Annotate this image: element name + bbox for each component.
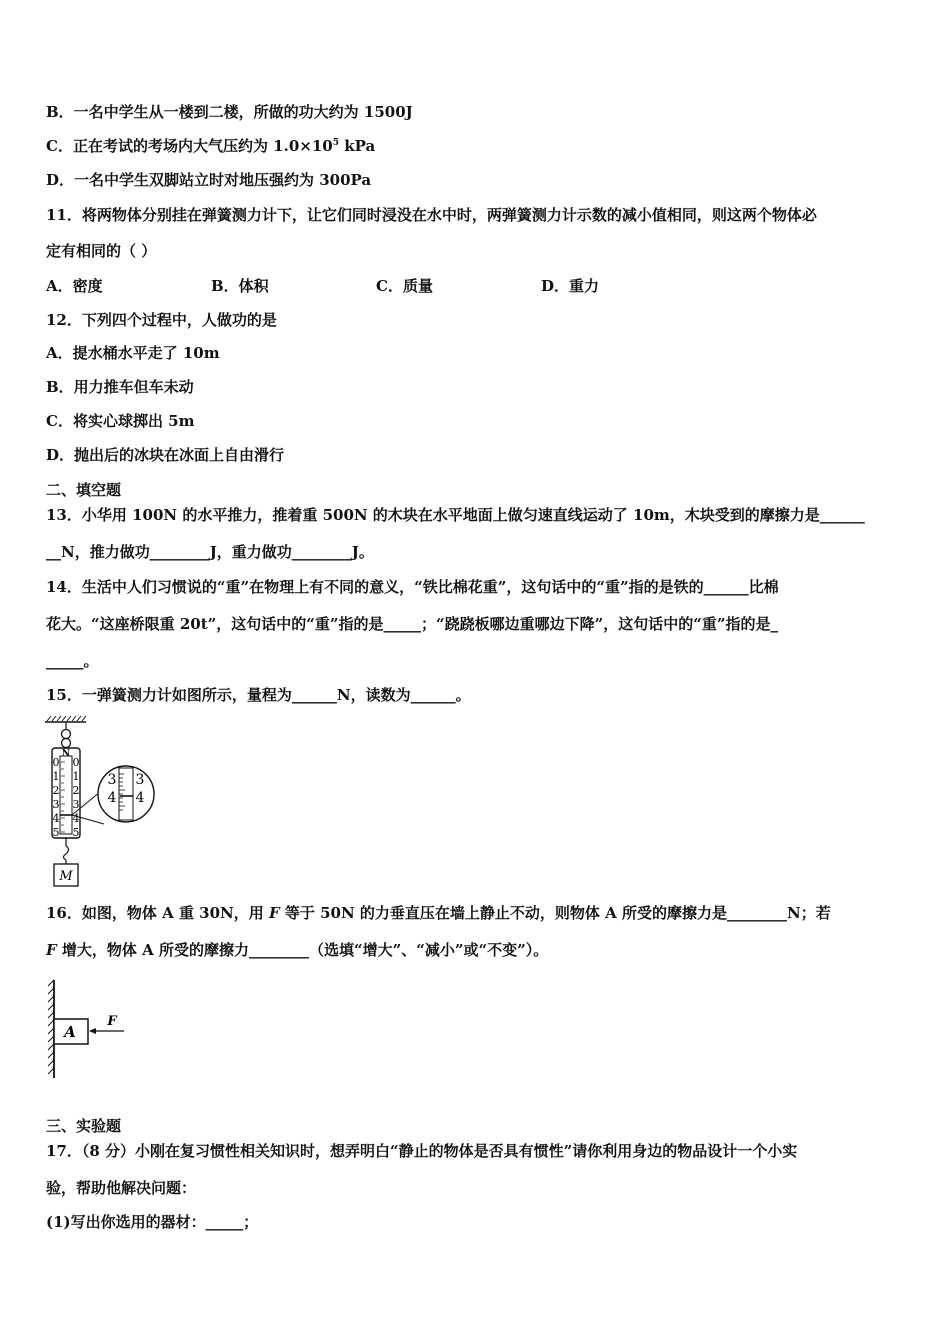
scale-left-1: 1 (52, 770, 60, 783)
q14-line3: _____。 (46, 652, 99, 670)
q11-option-c: C．质量 (376, 277, 433, 295)
scale-unit-label: N (61, 749, 71, 759)
section-fill-in-heading: 二、填空题 (46, 481, 122, 499)
q14-line2: 花大。“这座桥限重 20t”，这句话中的“重”指的是_____；“跷跷板哪边重哪边下降”，这句话中的“重”指的是_ (46, 615, 779, 633)
q14-line1: 14．生活中人们习惯说的“重”在物理上有不同的意义，“铁比棉花重”，这句话中的“重”指的是铁的______比棉 (46, 578, 779, 596)
q10-exponent: 5 (332, 138, 339, 148)
scale-left-4: 4 (52, 812, 60, 825)
zoom-right-4: 4 (135, 790, 145, 806)
q11-option-d: D．重力 (541, 277, 600, 295)
q12-option-c: C．将实心球掷出 5m (46, 412, 195, 430)
block-label: A (64, 1023, 76, 1041)
q10-option-c (46, 136, 375, 156)
force-label: F (107, 1014, 117, 1029)
q12-option-b: B．用力推车但车未动 (46, 378, 194, 396)
scale-left-5: 5 (52, 826, 60, 839)
q10-option-d: D．一名中学生双脚站立时对地压强约为 300Pa (46, 171, 372, 189)
zoom-right-3: 3 (135, 772, 145, 788)
q17-line2: 验，帮助他解决问题： (46, 1179, 197, 1197)
scale-left-2: 2 (52, 784, 60, 797)
q17-line3: (1)写出你选用的器材：_____； (46, 1213, 259, 1231)
q12-option-a: A．提水桶水平走了 10m (46, 344, 220, 362)
q12-stem: 12．下列四个过程中，人做功的是 (46, 311, 277, 329)
scale-right-4: 4 (72, 812, 80, 825)
scale-left-0: 0 (52, 756, 60, 769)
q13-line2: __N，推力做功________J，重力做功________J。 (46, 543, 374, 561)
q16-line1-rest: 等于 50N 的力垂直压在墙上静止不动，则物体 A 所受的摩擦力是________N；若 (279, 904, 831, 922)
q10-option-c-unit: kPa (338, 137, 376, 155)
wall-block-figure (38, 978, 138, 1084)
q17-line1: 17．（8 分）小刚在复习惯性相关知识时，想弄明白“静止的物体是否具有惯性”请你利用身边的物品设计一个小实 (46, 1142, 798, 1160)
scale-right-5: 5 (72, 826, 80, 839)
scale-right-1: 1 (72, 770, 80, 783)
q16-line2 (46, 940, 548, 960)
q13-line1: 13．小华用 100N 的水平推力，推着重 500N 的木块在水平地面上做匀速直线运动了 10m，木块受到的摩擦力是______ (46, 506, 865, 524)
scale-right-0: 0 (72, 756, 80, 769)
q15-stem: 15．一弹簧测力计如图所示，量程为______N，读数为______。 (46, 686, 471, 704)
q10-option-c-text: C．正在考试的考场内大气压约为 1.0×10 (46, 137, 333, 155)
scale-right-2: 2 (72, 784, 80, 797)
spring-scale-figure (40, 712, 170, 894)
q16-line2-rest: 增大，物体 A 所受的摩擦力________（选填“增大”、“减小”或“不变”）。 (56, 941, 549, 959)
q16-force-symbol-2: F (46, 941, 57, 959)
q11-option-b: B．体积 (211, 277, 269, 295)
q16-force-symbol: F (269, 904, 280, 922)
q16-line1-text: 16．如图，物体 A 重 30N，用 (46, 904, 269, 922)
q12-option-d: D．抛出后的冰块在冰面上自由滑行 (46, 446, 285, 464)
q11-stem-line2: 定有相同的（ ） (46, 242, 157, 260)
scale-left-3: 3 (52, 798, 60, 811)
zoom-left-4: 4 (107, 790, 117, 806)
zoom-left-3: 3 (107, 772, 117, 788)
q11-option-a: A．密度 (46, 277, 103, 295)
q16-line1 (46, 903, 831, 923)
scale-right-3: 3 (72, 798, 80, 811)
q11-stem-line1: 11．将两物体分别挂在弹簧测力计下，让它们同时浸没在水中时，两弹簧测力计示数的减小值相同，则这两个物体必 (46, 206, 817, 224)
section-experiment-heading: 三、实验题 (46, 1117, 122, 1135)
mass-label: M (59, 869, 73, 884)
q10-option-b: B．一名中学生从一楼到二楼，所做的功大约为 1500J (46, 103, 413, 121)
